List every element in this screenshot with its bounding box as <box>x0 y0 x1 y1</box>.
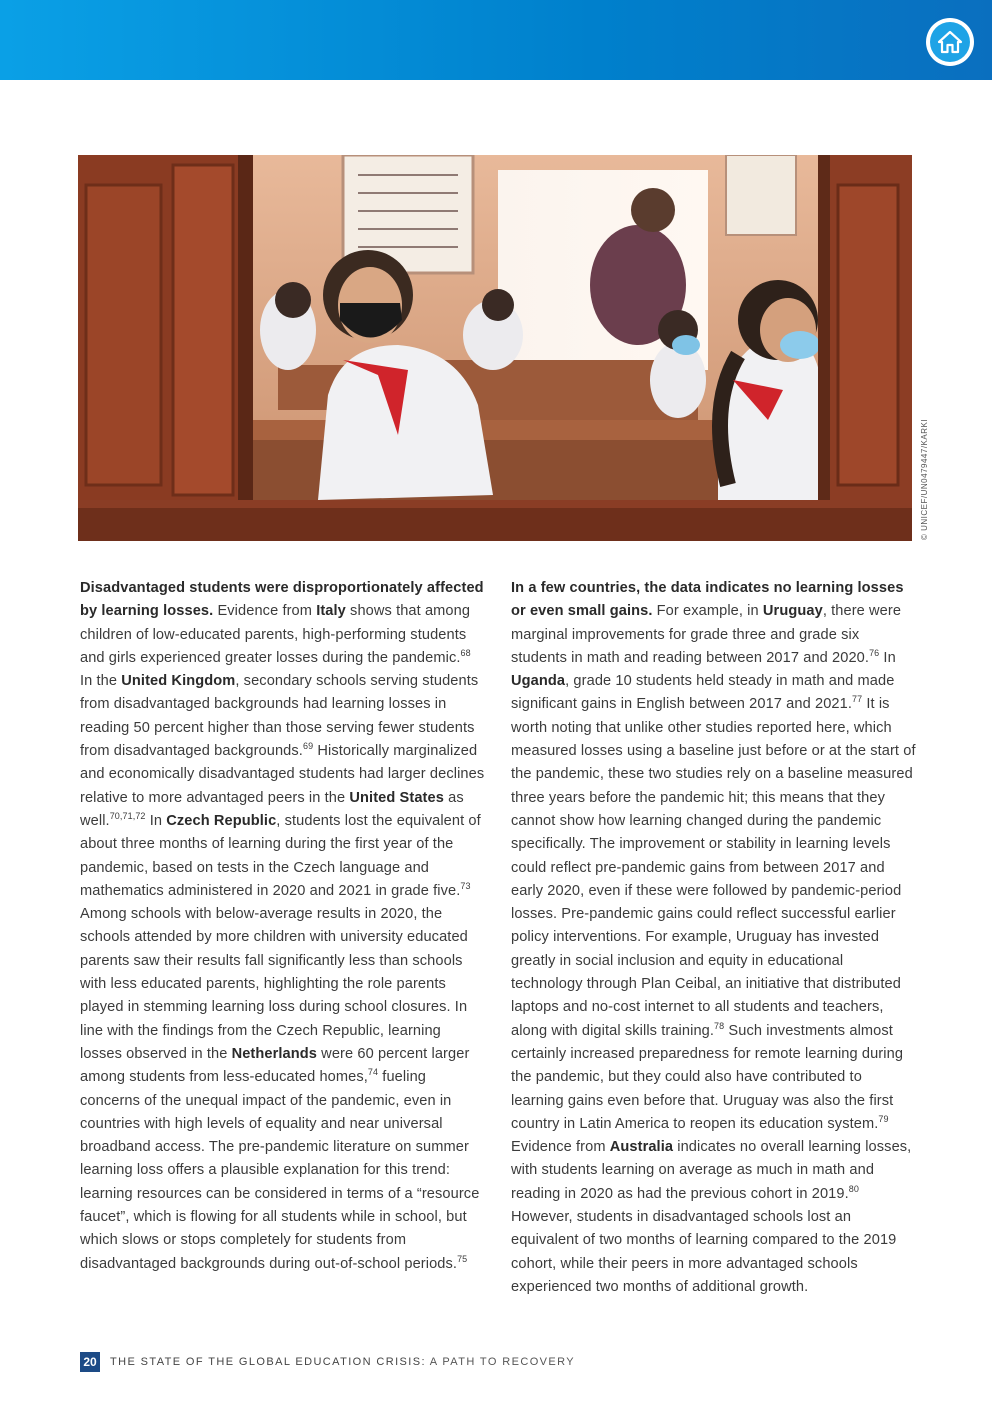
lead-sentence: In a few countries, the data indicates no learning losses or even small gains. <box>511 580 904 620</box>
footnote-ref[interactable]: 69 <box>302 741 314 752</box>
footnote-ref[interactable]: 80 <box>848 1183 859 1194</box>
home-button[interactable] <box>926 18 974 66</box>
footnote-ref[interactable]: 73 <box>460 880 471 891</box>
footnote-ref[interactable]: 77 <box>852 694 863 705</box>
photo-credit: © UNICEF/UN0479447/KARKI <box>920 418 929 540</box>
page-footer <box>80 1352 575 1372</box>
footnote-ref[interactable]: 76 <box>869 647 880 658</box>
classroom-photo <box>78 155 912 541</box>
header-bar <box>0 0 992 80</box>
right-column: In a few countries, the data indicates no learning losses or even small gains. For example, in Uruguay, there were marginal improvements for grade three and grade six students in math and reading between 2017 and 2020.76 In Uganda, grade 10 students held steady in math and made significant gains in English between 2017 and 2021.77 It is worth noting that unlike other studies reported here, which measured losses using a baseline just before or at the start of the pandemic, these two studies rely on a baseline measured three years before the pandemic hit; this means that they cannot show how learning changed during the pandemic specifically. The improvement or stability in learning levels could reflect pre-pandemic gains from between 2017 and early 2020, even if these were followed by pandemic-period losses. Pre-pandemic gains could reflect successful earlier policy interventions. For example, Uruguay has invested greatly in social inclusion and equity in educational technology through Plan Ceibal, an initiative that distributed laptops and no-cost internet to all students and teachers, along with digital skills training.$^{78}$ Such investments almost certainly increased preparedness for remote learning during the pandemic, but they could also have contributed to learning gains even before that. Uruguay was also the first country in Latin America to reopen its education system.$^{79}$ Evidence from Australia indicates no overall learning losses, with students learning on average as much in math and reading in 2020 as had the previous cohort in 2019.80 However, students in disadvantaged schools lost an equivalent of two months of learning compared to the 2019 cohort, while their peers in more advantaged schools experienced two months of additional growth. <box>511 580 916 1295</box>
footnote-ref[interactable]: 70,71,72 <box>109 810 146 821</box>
report-title: THE STATE OF THE GLOBAL EDUCATION CRISIS: A PATH TO RECOVERY <box>110 1356 576 1368</box>
lead-sentence: Disadvantaged students were disproportionately affected by learning losses. <box>80 580 484 620</box>
left-column: Disadvantaged students were disproportionately affected by learning losses. Evidence from Italy shows that among children of low-educated parents, high-performing students and girls experienced greater losses during the pandemic.$^{68}$ In the United Kingdom, secondary schools serving students from disadvantaged backgrounds had learning losses in reading 50 percent higher than those serving fewer students from disadvantaged backgrounds.$^{69}$ Historically marginalized and economically disadvantaged students had larger declines relative to more advantaged peers in the United States as well.$^{70,71,72}$ In Czech Republic, students lost the equivalent of about three months of learning during the first year of the pandemic, based on tests in the Czech language and mathematics administered in 2020 and 2021 in grade five.$^{73}$ Among schools with below-average results in 2020, the schools attended by more children with university educated parents saw their results fall significantly less than schools with less educated parents, highlighting the role parents played in stemming learning loss during school closures. In line with the findings from the Czech Republic, learning losses observed in the Netherlands were 60 percent larger among students from less-educated homes,$^{74}$ fueling concerns of the unequal impact of the pandemic, even in countries with high levels of equality and near universal broadband access. The pre-pandemic literature on summer learning loss offers a plausible explanation for this trend: learning resources can be considered in terms of a “resource faucet”, which is flowing for all students while in school, but which slows or stops completely for students from disadvantaged backgrounds during out-of-school periods.$^{75}$ <box>80 580 485 1272</box>
footnote-ref[interactable]: 78 <box>714 1020 725 1031</box>
footnote-ref[interactable]: 68 <box>460 647 471 658</box>
footnote-ref[interactable]: 74 <box>367 1067 379 1078</box>
footnote-ref[interactable]: 79 <box>878 1113 889 1124</box>
home-icon <box>930 22 970 62</box>
footnote-ref[interactable]: 75 <box>457 1253 468 1264</box>
page-number: 20 <box>80 1352 100 1372</box>
